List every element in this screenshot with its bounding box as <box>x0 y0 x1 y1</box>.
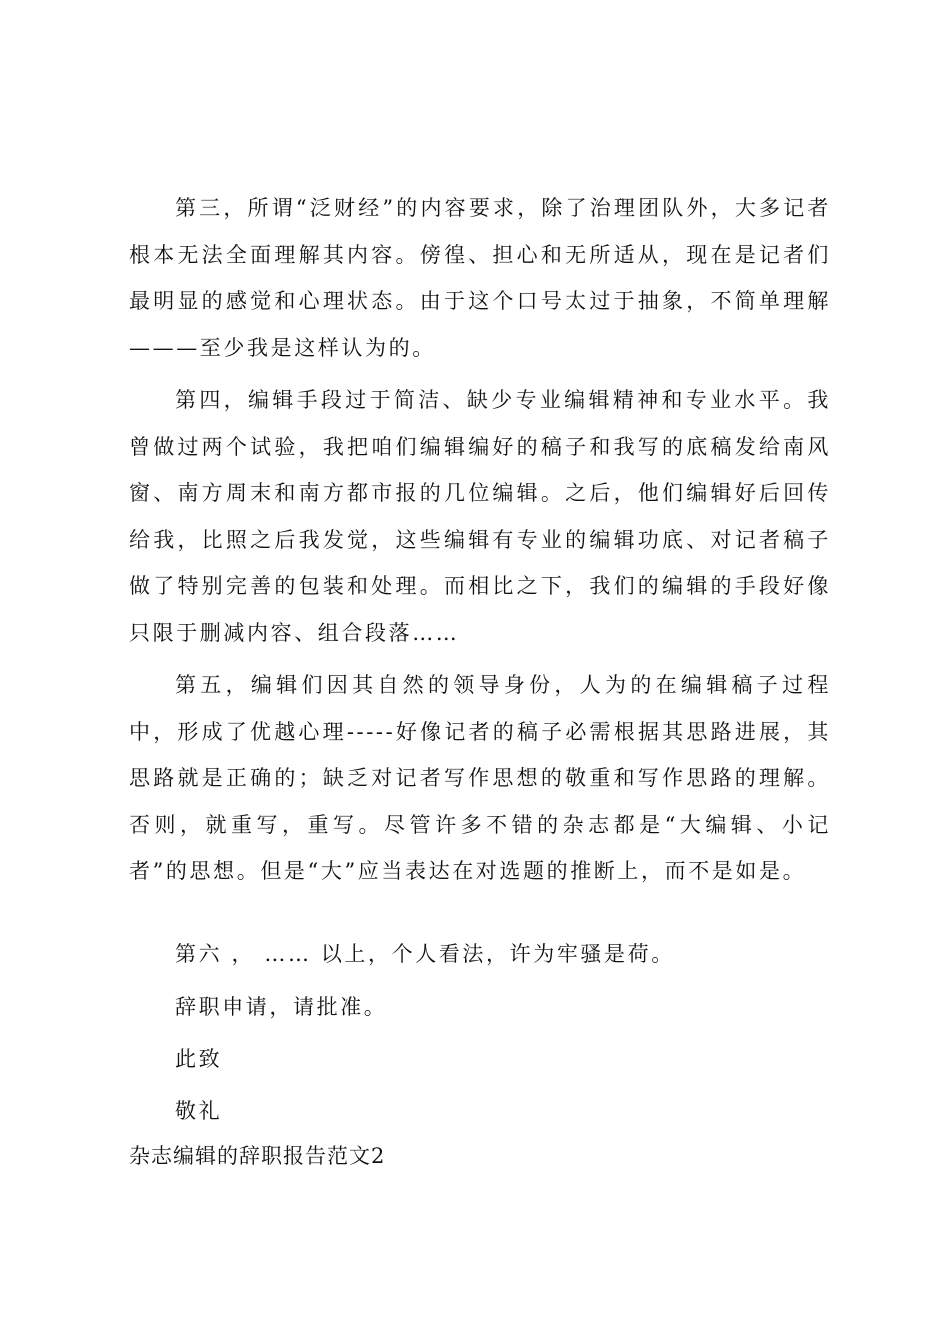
closing-greeting-line-2: 敬礼 <box>175 1099 223 1123</box>
closing-greeting-line-1: 此致 <box>175 1047 223 1071</box>
document-body <box>129 185 831 895</box>
resignation-request-line: 辞职申请，请批准。 <box>175 995 388 1019</box>
paragraph-third: 第三，所谓“泛财经”的内容要求，除了治理团队外，大多记者根本无法全面理解其内容。傍徨、担心和无所适从，现在是记者们最明显的感觉和心理状态。由于这个口号太过于抽象，不简单理解———至少我是这样认为的。 <box>129 196 831 360</box>
paragraph-sixth: 第六 ， …… 以上，个人看法，许为牢骚是荷。 <box>175 942 675 966</box>
paragraph-fifth: 第五，编辑们因其自然的领导身份，人为的在编辑稿子过程中，形成了优越心理-----好像记者的稿子必需根据其思路进展，其思路就是正确的；缺乏对记者写作思想的敬重和写作思路的理解。否则，就重写，重写。尽管许多不错的杂志都是“大编辑、小记者”的思想。但是“大”应当表达在对选题的推断上，而不是如是。 <box>129 673 831 883</box>
paragraph-fourth: 第四，编辑手段过于简洁、缺少专业编辑精神和专业水平。我曾做过两个试验，我把咱们编辑编好的稿子和我写的底稿发给南风窗、南方周末和南方都市报的几位编辑。之后，他们编辑好后回传给我，比照之后我发觉，这些编辑有专业的编辑功底、对记者稿子做了特别完善的包装和处理。而相比之下，我们的编辑的手段好像只限于删减内容、组合段落…… <box>129 388 831 645</box>
next-section-title: 杂志编辑的辞职报告范文2 <box>129 1144 386 1168</box>
